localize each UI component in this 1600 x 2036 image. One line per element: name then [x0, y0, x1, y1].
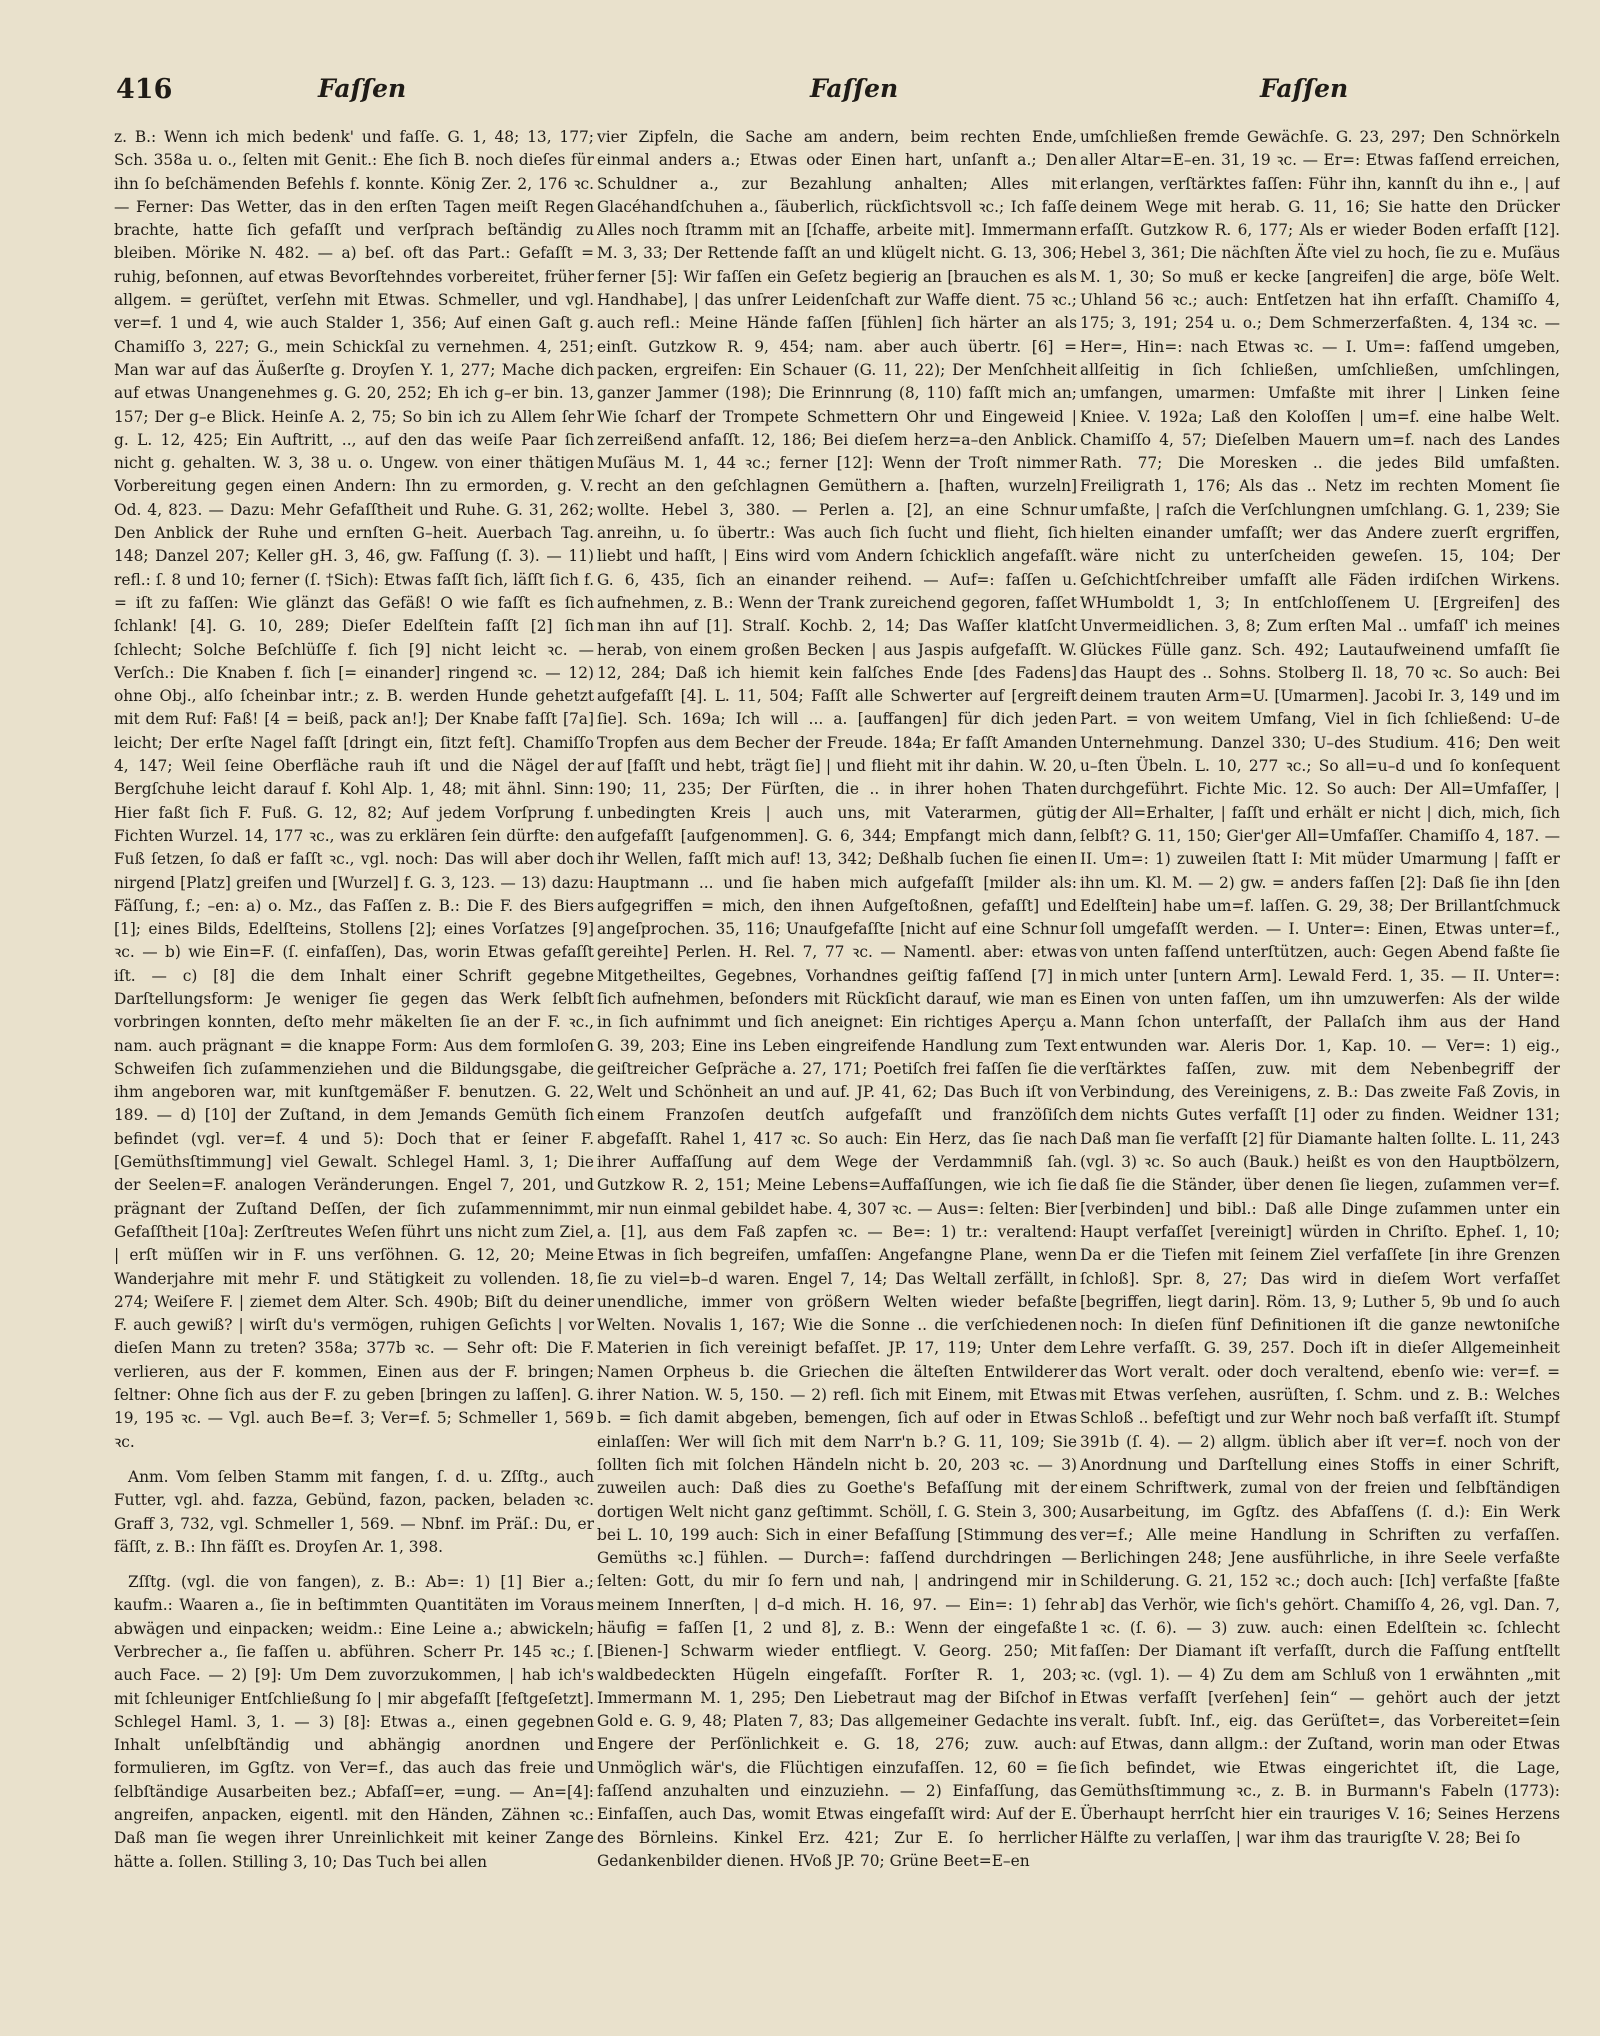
column-middle	[597, 126, 1077, 2006]
note-paragraph: Anm. Vom ſelben Stamm mit fangen, ſ. d. u. Zſſtg., auch Futter, vgl. ahd. fazza, Gebünd, fazon, packen, beladen ꝛc. Graff 3, 732, vgl. Schmeller 1, 569. — Nbnf. im Präſ.: Du, er fäſſt, z. B.: Ihn fäſſt es. Droyſen Ar. 1, 398.	[114, 1467, 594, 1556]
entry-paragraph: vier Zipfeln, die Sache am andern, beim rechten Ende, einmal anders a.; Etwas oder Einen hart, unſanft a.; Den Schuldner a., zur Bezahlung anhalten; Alles mit Glacéhandſchuhen a., ſäuberlich, rückſichtsvoll ꝛc.; Ich faſſe Alles noch ſtramm mit an [ſchaffe, arbeite mit]. Immermann M. 3, 33; Der Rettende faſſt an und klügelt nicht. G. 13, 306; ferner [5]: Wir faſſen ein Geſetz begierig an [brauchen es als Handhabe], | das unſrer Leidenſchaft zur Waffe dient. 75 ꝛc.; auch refl.: Meine Hände faſſen [fühlen] ſich härter an als einſt. Gutzkow R. 9, 454; nam. aber auch übertr. [6] = packen, ergreifen: Ein Schauer (G. 11, 22); Der Menſchheit ganzer Jammer (198); Die Erinnrung (8, 110) faſſt mich an; Wie ſcharf der Trompete Schmettern Ohr und Eingeweid | zerreißend anfaſſt. 12, 186; Bei dieſem herz=a–den Anblick. Muſäus M. 1, 44 ꝛc.; ferner [12]: Wenn der Troſt nimmer recht an den geſchlagnen Gemüthern a. [haften, wurzeln] wollte. Hebel 3, 380. — Perlen a. [2], an eine Schnur anreihn, u. ſo übertr.: Was auch ſich ſucht und flieht, ſich liebt und haſſt, | Eins wird vom Andern ſchicklich angefaſſt. G. 6, 435, ſich an einander reihend. — Auf=: faſſen u. aufnehmen, z. B.: Wenn der Trank zureichend gegoren, faſſet man ihn auf [1]. Stralſ. Kochb. 2, 14; Das Waſſer klatſcht herab, von einem großen Becken | aus Jaspis aufgefaſſt. W. 12, 284; Daß ich hiemit kein falſches Ende [des Fadens] aufgefaſſt [4]. L. 11, 504; Faſſt alle Schwerter auf [ergreift ſie]. Sch. 169a; Ich will ... a. [auffangen] für dich jeden Tropfen aus dem Becher der Freude. 184a; Er faſſt Amanden auf [faſſt und hebt, trägt ſie] | und flieht mit ihr dahin. W. 20, 190; 11, 235; Der Fürſten, die .. in ihrer hohen Thaten unbedingten Kreis | auch uns, mit Vaterarmen, gütig aufgefaſſt [aufgenommen]. G. 6, 344; Empfangt mich dann, ihr Wellen, faſſt mich auf! 13, 342; Deßhalb ſuchen ſie einen Hauptmann ... und ſie haben mich aufgefaſſt [milder als: aufgegriffen = mich, den ihnen Aufgeſtoßnen, gefaſſt] und angeſprochen. 35, 116; Unaufgefaſſte [nicht auf eine Schnur gereihte] Perlen. H. Rel. 7, 77 ꝛc. — Namentl. aber: etwas Mitgetheiltes, Gegebnes, Vorhandnes geiſtig faſſend [7] in ſich aufnehmen, beſonders mit Rückſicht darauf, wie man es in ſich aufnimmt und ſich aneignet: Ein richtiges Aperçu a. G. 39, 203; Eine ins Leben eingreifende Handlung zum Text geiſtreicher Geſpräche a. 27, 171; Poetiſch frei faſſen ſie die Welt und Schönheit an und auf. JP. 41, 62; Das Buch iſt von einem Franzoſen deutſch aufgefaſſt und franzöſiſch abgefaſſt. Rahel 1, 417 ꝛc. So auch: Ein Herz, das ſie nach ihrer Auffaſſung auf dem Wege der Verdammniß ſah. Gutzkow R. 2, 151; Meine Lebens=Auffaſſungen, wie ich ſie mir nun einmal gebildet habe. 4, 307 ꝛc. — Aus=: ſelten: Bier a. [1], aus dem Faß zapfen ꝛc. — Be=: 1) tr.: veraltend: Etwas in ſich begreifen, umfaſſen: Angefangne Plane, wenn ſie zu viel=b–d waren. Engel 7, 14; Das Weltall zerfällt, in unendliche, immer von größern Welten wieder befaßte Welten. Novalis 1, 167; Wie die Sonne .. die verſchiedenen Materien in ſich vereinigt befaſſet. JP. 17, 119; Unter dem Namen Orpheus b. die Griechen die älteſten Entwilderer ihrer Nation. W. 5, 150. — 2) refl. ſich mit Einem, mit Etwas b. = ſich damit abgeben, bemengen, ſich auf oder in Etwas einlaſſen: Wer will ſich mit dem Narr'n b.? G. 11, 109; Sie ſollten ſich mit ſolchen Händeln nicht b. 20, 203 ꝛc. — 3) zuweilen auch: Daß dies zu Goethe's Befaſſung mit der dortigen Welt nicht ganz geſtimmt. Schöll, ſ. G. Stein 3, 300; bei L. 10, 199 auch: Sich in einer Befaſſung [Stimmung des Gemüths ꝛc.] fühlen. — Durch=: faſſend durchdringen — ſelten: Gott, du mir ſo fern und nah, | andringend mir in meinem Innerſten, | d–d mich. H. 16, 97. — Ein=: 1) ſehr häufig = faſſen [1, 2 und 8], z. B.: Wenn der eingefaßte [Bienen-] Schwarm wieder entfliegt. V. Georg. 250; Mit waldbedeckten Hügeln eingefaſſt. Forſter R. 1, 203; Immermann M. 1, 295; Den Liebetraut mag der Biſchof in Gold e. G. 9, 48; Platen 7, 83; Das allgemeiner Gedachte ins Engere der Perſönlichkeit e. G. 18, 276; zuw. auch: Unmöglich wär's, die Flüchtigen einzufaſſen. 12, 60 = ſie faſſend anzuhalten und einzuziehn. — 2) Einfaſſung, das Einfaſſen, auch Das, womit Etwas eingefaſſt wird: Auf der E. des Börnleins. Kinkel Erz. 421; Zur E. ſo herrlicher Gedankenbilder dienen. HVoß JP. 70; Grüne Beet=E–en	[597, 128, 1077, 1870]
column-right	[1080, 126, 1560, 2006]
column-left	[114, 126, 594, 2006]
running-head-right: Faſſen	[1260, 74, 1349, 103]
entry-paragraph: umſchließen fremde Gewächſe. G. 23, 297; Den Schnörkeln aller Altar=E–en. 31, 19 ꝛc. — Er=: Etwas faſſend erreichen, erlangen, verſtärktes faſſen: Führ ihn, kannſt du ihn e., | auf deinem Wege mit herab. G. 11, 16; Sie hatte den Drücker erfaſſt. Gutzkow R. 6, 177; Als er wieder Boden erfaſſt [12]. Hebel 3, 361; Die nächſten Äſte viel zu hoch, ſie zu e. Muſäus M. 1, 30; So muß er kecke [angreifen] die arge, böſe Welt. Uhland 56 ꝛc.; auch: Entſetzen hat ihn erfaſſt. Chamiſſo 4, 175; 3, 191; 254 u. o.; Dem Schmerzerfaßten. 4, 134 ꝛc. — Her=, Hin=: nach Etwas ꝛc. — I. Um=: faſſend umgeben, allſeitig in ſich ſchließen, umſchließen, umſchlingen, umfangen, umarmen: Umfaßte mit ihrer | Linken ſeine Kniee. V. 192a; Laß den Koloſſen | um=f. eine halbe Welt. Chamiſſo 4, 57; Dieſelben Mauern um=f. nach des Landes Rath. 77; Die Moresken .. die jedes Bild umfaßten. Freiligrath 1, 176; Als das .. Netz im rechten Moment ſie umfaßte, | raſch die Verſchlungnen umſchlang. G. 1, 239; Sie hielten einander umfaſſt; wer das Andere zuerſt ergriffen, wäre nicht zu unterſcheiden geweſen. 15, 104; Der Geſchichtſchreiber umfaſſt alle Fäden irdiſchen Wirkens. WHumboldt 1, 3; In entſchloſſenem U. [Ergreifen] des Unvermeidlichen. 3, 8; Zum erſten Mal .. umfaſſ' ich meines Glückes Fülle ganz. Sch. 492; Lautaufweinend umfaſſt ſie das Haupt des .. Sohns. Stolberg Il. 18, 70 ꝛc. So auch: Bei deinem trauten Arm=U. [Umarmen]. Jacobi Ir. 3, 149 und im Part. = von weitem Umfang, Viel in ſich ſchließend: U–de Unternehmung. Danzel 330; U–des Studium. 416; Den weit u–ſten Übeln. L. 10, 277 ꝛc.; So all=u–d und ſo konſequent durchgeführt. Fichte Mic. 12. So auch: Der All=Umfaſſer, | der All=Erhalter, | faſſt und erhält er nicht | dich, mich, ſich ſelbſt? G. 11, 150; Gier'ger All=Umfaſſer. Chamiſſo 4, 187. — II. Um=: 1) zuweilen ſtatt I: Mit müder Umarmung | faſſt er ihn um. Kl. M. — 2) gw. = anders faſſen [2]: Daß ſie ihn [den Edelſtein] habe um=f. laſſen. G. 29, 38; Der Brillantſchmuck ſoll umgefaſſt werden. — I. Unter=: Einen, Etwas unter=f., von unten faſſend unterſtützen, auch: Gegen Abend faßte ſie mich unter [untern Arm]. Lewald Ferd. 1, 35. — II. Unter=: Einen von unten faſſen, um ihn umzuwerfen: Als der wilde Mann ſchon unterfaſſt, der Pallaſch ihm aus der Hand entwunden war. Aleris Dor. 1, Kap. 10. — Ver=: 1) eig., verſtärktes faſſen, zuw. mit dem Nebenbegriff der Verbindung, des Vereinigens, z. B.: Das zweite Faß Zovis, in dem nichts Gutes verfaſſt [1] oder zu finden. Weidner 131; Daß man ſie verfaſſt [2] für Diamante halten ſollte. L. 11, 243 (vgl. 3) ꝛc. So auch (Bauk.) heißt es von den Hauptbölzern, daß ſie die Ständer, über denen ſie liegen, zuſammen ver=f. [verbinden] und bibl.: Daß alle Dinge zuſammen unter ein Haupt verfaſſet [vereinigt] würden in Chriſto. Epheſ. 1, 10; Da er die Tiefen mit ſeinem Ziel verfaſſete [in ihre Grenzen ſchloß]. Spr. 8, 27; Das wird in dieſem Wort verfaſſet [begriffen, liegt darin]. Röm. 13, 9; Luther 5, 9b und ſo auch noch: In dieſen fünf Definitionen iſt die ganze newtoniſche Lehre verfaſſt. G. 39, 257. Doch iſt in dieſer Allgemeinheit das Wort veralt. oder doch veraltend, ebenſo wie: ver=f. = mit Etwas verſehen, ausrüſten, ſ. Schm. und z. B.: Welches Schloß .. befeſtigt und zur Wehr noch baß verfaſſt iſt. Stumpf 391b (ſ. 4). — 2) allgm. üblich aber iſt ver=f. noch von der Anordnung und Darſtellung eines Stoffs in einer Schrift, einem Schriftwerk, zumal von der freien und ſelbſtändigen Ausarbeitung, im Ggſtz. des Abfaſſens (ſ. d.): Ein Werk ver=f.; Alle meine Handlung in Schriften zu verfaſſen. Berlichingen 248; Jene ausführliche, in ihre Seele verfaßte Schilderung. G. 21, 152 ꝛc.; doch auch: [Ich] verfaßte [faßte ab] das Verhör, wie ſich's gehört. Chamiſſo 4, 26, vgl. Dan. 7, 1 ꝛc. (ſ. 6). — 3) zuw. auch: einen Edelſtein ꝛc. ſchlecht faſſen: Der Diamant iſt verfaſſt, durch die Faſſung entſtellt ꝛc. (vgl. 1). — 4) Zu dem am Schluß von 1 erwähnten „mit Etwas verfaſſt [verſehen] ſein“ — gehört auch der jetzt veralt. ſubſt. Inf., eig. das Gerüſtet=, das Vorbereitet=ſein auf Etwas, dann allgm.: der Zuſtand, worin man oder Etwas ſich befindet, wie Etwas eingerichtet iſt, die Lage, Gemüthsſtimmung ꝛc., z. B. in Burmann's Fabeln (1773): Überhaupt herrſcht hier ein trauriges V. 16; Seines Herzens Hälfte zu verlaſſen, | war ihm das traurigſte V. 28; Bei ſo	[1080, 128, 1560, 1847]
compounds-paragraph: Zſſtg. (vgl. die von fangen), z. B.: Ab=: 1) [1] Bier a.; kaufm.: Waaren a., ſie in beſtimmten Quantitäten im Voraus abwägen und einpacken; weidm.: Eine Leine a.; abwickeln; Verbrecher a., ſie faſſen u. abführen. Scherr Pr. 145 ꝛc.; ſ. auch Face. — 2) [9]: Um Dem zuvorzukommen, | hab ich's mit ſchleuniger Entſchließung ſo | mir abgefaſſt [feſtgeſetzt]. Schlegel Haml. 3, 1. — 3) [8]: Etwas a., einen gegebnen Inhalt unſelbſtändig und abhängig anordnen und formulieren, im Ggſtz. von Ver=f., das auch das freie und ſelbſtändige Ausarbeiten bez.; Abfaſſ=er, =ung. — An=[4]: angreifen, anpacken, eigentl. mit den Händen, Zähnen ꝛc.: Daß man ſie wegen ihrer Unreinlichkeit mit keiner Zange hätte a. ſollen. Stilling 3, 10; Das Tuch bei allen	[114, 1573, 594, 1871]
text-columns	[114, 126, 1560, 2006]
page-header	[0, 68, 1600, 118]
running-head-left: Faſſen	[318, 74, 407, 103]
entry-paragraph: z. B.: Wenn ich mich bedenk' und faſſe. G. 1, 48; 13, 177; Sch. 358a u. o., ſelten mit Genit.: Ehe ſich B. noch dieſes für ihn ſo beſchämenden Befehls f. konnte. König Zer. 2, 176 ꝛc. — Ferner: Das Wetter, das in den erſten Tagen meiſt Regen brachte, hatte ſich gefaſſt und verſprach beſtändig zu bleiben. Mörike N. 482. — a) beſ. oft das Part.: Gefaſſt = ruhig, beſonnen, auf etwas Bevorſtehndes vorbereitet, früher allgem. = gerüſtet, verſehn mit Etwas. Schmeller, und vgl. ver=f. 1 und 4, wie auch Stalder 1, 356; Auf einen Gaſt g. Chamiſſo 3, 227; G., mein Schickſal zu vernehmen. 4, 251; Man war auf das Äußerſte g. Droyſen Y. 1, 277; Mache dich auf etwas Unangenehmes g. G. 20, 252; Eh ich g–er bin. 13, 157; Der g–e Blick. Heinſe A. 2, 75; So bin ich zu Allem ſehr g. L. 12, 425; Ein Auftritt, .., auf den das weiſe Paar ſich nicht g. gehalten. W. 3, 38 u. o. Ungew. von einer thätigen Vorbereitung gegen einen Andern: Ihn zu ermorden, g. V. Od. 4, 823. — Dazu: Mehr Gefaſſtheit und Ruhe. G. 31, 262; Den Anblick der Ruhe und ernſten G–heit. Auerbach Tag. 148; Danzel 207; Keller gH. 3, 46, gw. Faſſung (ſ. 3). — 11) refl.: ſ. 8 und 10; ferner (ſ. †Sich): Etwas faſſt ſich, läſſt ſich f. = iſt zu faſſen: Wie glänzt das Gefäß! O wie faſſt es ſich ſchlank! [4]. G. 10, 289; Dieſer Edelſtein faſſt [2] ſich ſchlecht; Solche Beſchlüſſe f. ſich [9] nicht leicht ꝛc. — Verſch.: Die Knaben f. ſich [= einander] ringend ꝛc. — 12) ohne Obj., alſo ſcheinbar intr.; z. B. werden Hunde gehetzt mit dem Ruf: Faß! [4 = beiß, pack an!]; Der Knabe faſſt [7a] leicht; Der erſte Nagel faſſt [dringt ein, ſitzt feſt]. Chamiſſo 4, 147; Weil ſeine Oberfläche rauh iſt und die Nägel der Bergſchuhe leicht darauf f. Kohl Alp. 1, 48; mit ähnl. Sinn: Hier faßt ſich F. Fuß. G. 12, 82; Auf jedem Vorſprung f. Fichten Wurzel. 14, 177 ꝛc., was zu erklären ſein dürfte: den Fuß ſetzen, ſo daß er faſſt ꝛc., vgl. noch: Das will aber doch nirgend [Platz] greifen und [Wurzel] f. G. 3, 123. — 13) dazu: Fäſſung, f.; –en: a) o. Mz., das Faſſen z. B.: Die F. des Biers [1]; eines Bilds, Edelſteins, Stollens [2]; eines Vorſatzes [9] ꝛc. — b) wie Ein=F. (ſ. einfaſſen), Das, worin Etwas gefaſſt iſt. — c) [8] die dem Inhalt einer Schrift gegebne Darſtellungsform: Je weniger ſie gegen das Werk ſelbſt vorbringen konnten, deſto mehr mäkelten ſie an der F. ꝛc., nam. auch prägnant = die knappe Form: Aus dem formloſen Schweifen ſich zuſammenziehen und die Bildungsgabe, die ihm angeboren war, mit kunſtgemäßer F. benutzen. G. 22, 189. — d) [10] der Zuſtand, in dem Jemands Gemüth ſich befindet (vgl. ver=f. 4 und 5): Doch that er ſeiner F. [Gemüthsſtimmung] viel Gewalt. Schlegel Haml. 3, 1; Die der Seelen=F. analogen Veränderungen. Engel 7, 201, und prägnant der Zuſtand Deſſen, der ſich zuſammennimmt, Gefaſſtheit [10a]: Zerſtreutes Weſen führt uns nicht zum Ziel, | erſt müſſen wir in F. uns verſöhnen. G. 12, 20; Meine Wanderjahre mit mehr F. und Stätigkeit zu vollenden. 18, 274; Weiſere F. | ziemet dem Alter. Sch. 490b; Biſt du deiner F. auch gewiß? | wirſt du's vermögen, ruhigen Geſichts | vor dieſen Mann zu treten? 358a; 377b ꝛc. — Sehr oft: Die F. verlieren, aus der F. kommen, Einen aus der F. bringen; ſeltner: Ohne ſich aus der F. zu geben [bringen zu laſſen]. G. 19, 195 ꝛc. — Vgl. auch Be=f. 3; Ver=f. 5; Schmeller 1, 569 ꝛc.	[114, 128, 594, 1451]
running-head-center: Faſſen	[810, 74, 899, 103]
page-number: 416	[116, 74, 173, 105]
